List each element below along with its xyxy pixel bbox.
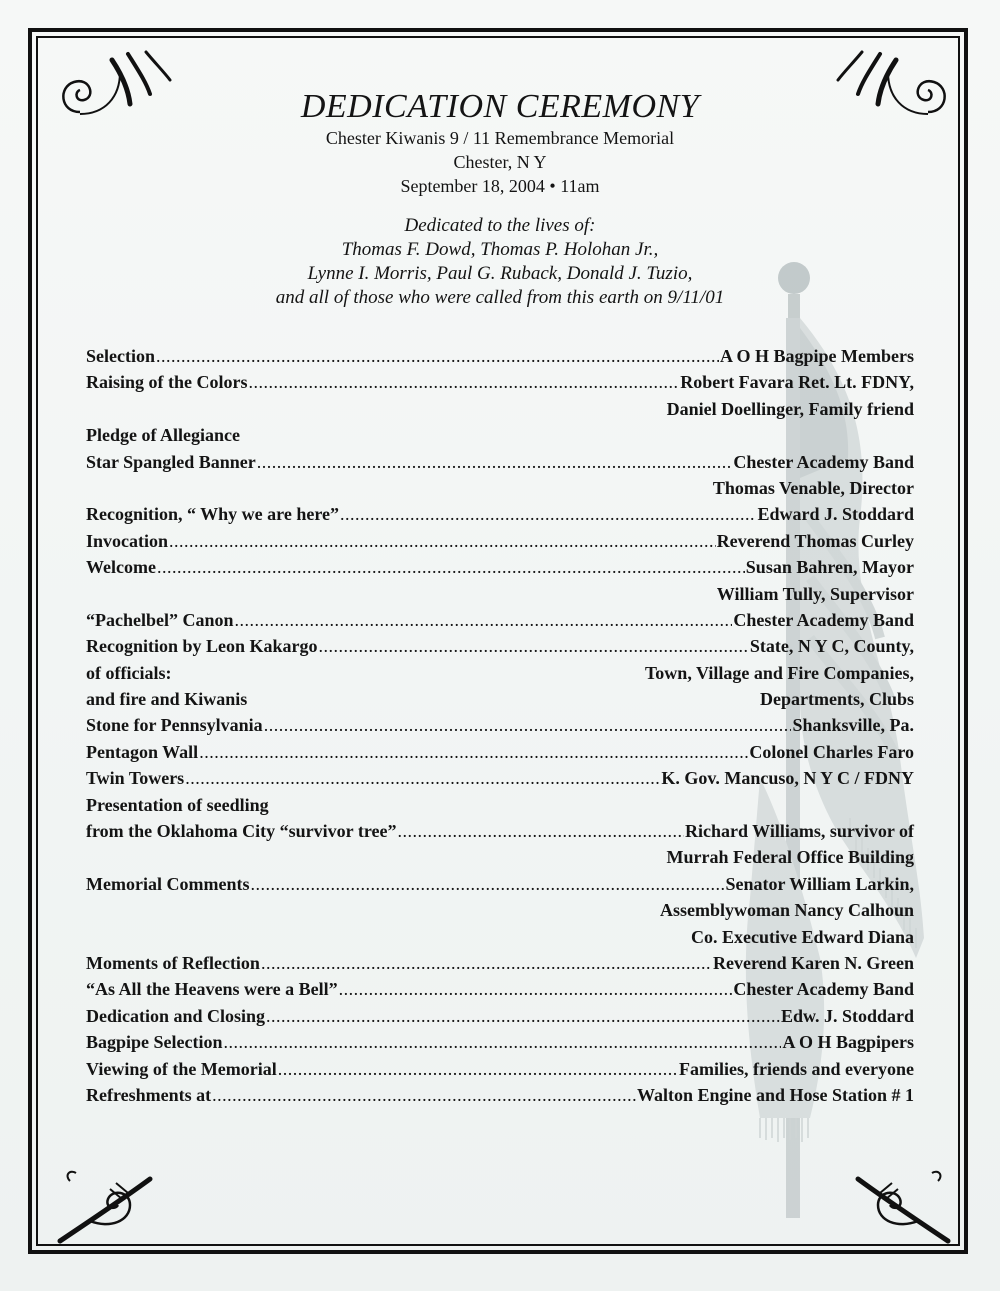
program-item-event: Stone for Pennsylvania: [86, 715, 263, 736]
dot-leader: [157, 557, 745, 578]
program-item: [86, 478, 914, 504]
program-item-presenter: Robert Favara Ret. Lt. FDNY,: [680, 372, 914, 393]
program-item: [86, 557, 914, 583]
program-item-presenter: Reverend Karen N. Green: [713, 952, 914, 973]
program-item-event: Invocation: [86, 530, 169, 551]
program-item: [86, 821, 914, 847]
program-item-event: Moments of Reflection: [86, 952, 260, 973]
date-time: September 18, 2004 • 11am: [400, 176, 600, 196]
program-item: [86, 636, 914, 662]
program-item-presenter: Assemblywoman Nancy Calhoun: [659, 900, 914, 921]
program-item: [86, 927, 914, 953]
program-item-presenter: Departments, Clubs: [759, 689, 914, 710]
program-item-event: Twin Towers: [86, 768, 185, 789]
program-item-event: “As All the Heavens were a Bell”: [86, 979, 338, 1000]
program-item: [86, 504, 914, 530]
dot-leader: [340, 504, 756, 525]
dot-leader: [266, 1006, 780, 1027]
program-item-event: Dedication and Closing: [86, 1005, 266, 1026]
dot-leader: [212, 1085, 636, 1106]
dot-leader: [264, 715, 792, 736]
program-item-presenter: Murrah Federal Office Building: [666, 847, 914, 868]
program-item-presenter: Chester Academy Band: [733, 979, 914, 1000]
program-item-presenter: William Tully, Supervisor: [716, 583, 914, 604]
program-item-presenter: Senator William Larkin,: [725, 873, 914, 894]
program-item-event: Welcome: [86, 557, 156, 578]
program-item-presenter: Thomas Venable, Director: [712, 477, 914, 498]
program-item-presenter: A O H Bagpipe Members: [720, 346, 914, 366]
dot-leader: [339, 979, 733, 1000]
program-item-presenter: Colonel Charles Faro: [749, 741, 914, 762]
program-item: [86, 584, 914, 610]
dot-leader: [278, 1059, 678, 1080]
dedication-line: Dedicated to the lives of:: [404, 215, 596, 236]
program-item-event: Raising of the Colors: [86, 372, 248, 393]
program-item-presenter: K. Gov. Mancuso, N Y C / FDNY: [661, 768, 914, 789]
program-item-event: Memorial Comments: [86, 873, 250, 894]
program-item: [86, 715, 914, 741]
program-item: [86, 452, 914, 478]
program-item: [86, 795, 914, 821]
program-item: [86, 689, 914, 715]
program-item-event: Refreshments at: [86, 1084, 212, 1105]
program-item: [86, 663, 914, 689]
program-item-presenter: Reverend Thomas Curley: [716, 530, 914, 551]
dot-leader: [185, 768, 660, 789]
program-item-presenter: Chester Academy Band: [733, 451, 914, 472]
ceremony-header: [0, 88, 1000, 198]
program-item-presenter: Shanksville, Pa.: [792, 715, 914, 736]
program-item-presenter: Town, Village and Fire Companies,: [644, 662, 914, 683]
dot-leader: [397, 821, 684, 842]
dot-leader: [257, 452, 733, 473]
program-item-event: from the Oklahoma City “survivor tree”: [86, 821, 397, 842]
dot-leader: [224, 1032, 782, 1053]
page-title: DEDICATION CEREMONY: [300, 88, 700, 125]
program-item: [86, 1032, 914, 1058]
program-item-event: Recognition, “ Why we are here”: [86, 504, 339, 525]
dot-leader: [319, 636, 749, 657]
program-item: [86, 742, 914, 768]
program-item-event: Selection: [86, 346, 155, 366]
program-item-presenter: State, N Y C, County,: [749, 636, 914, 657]
program-item-presenter: Daniel Doellinger, Family friend: [666, 398, 914, 419]
program-item: [86, 768, 914, 794]
program-item-presenter: Chester Academy Band: [733, 609, 914, 630]
program-item-event: Pledge of Allegiance: [86, 425, 240, 446]
program-item: [86, 953, 914, 979]
program-list: [86, 346, 914, 1111]
dot-leader: [169, 531, 716, 552]
program-item-event: Bagpipe Selection: [86, 1032, 223, 1053]
program-item-event: of officials:: [86, 662, 172, 683]
program-item: [86, 372, 914, 398]
program-item-presenter: Families, friends and everyone: [679, 1058, 914, 1079]
program-item: [86, 979, 914, 1005]
program-item-event: Pentagon Wall: [86, 741, 199, 762]
dedication-block: [0, 214, 1000, 310]
program-item-presenter: Susan Bahren, Mayor: [745, 557, 914, 578]
program-item: [86, 900, 914, 926]
flourish-ornament-icon: [50, 1161, 190, 1251]
program-item-presenter: Edw. J. Stoddard: [780, 1005, 914, 1026]
location: Chester, N Y: [453, 152, 547, 172]
dedication-line: Lynne I. Morris, Paul G. Ruback, Donald J. Tuzio,: [307, 263, 693, 284]
dot-leader: [249, 372, 680, 393]
dedication-line: Thomas F. Dowd, Thomas P. Holohan Jr.,: [341, 239, 659, 260]
program-item: [86, 425, 914, 451]
dot-leader: [235, 610, 733, 631]
dedication-line: and all of those who were called from this earth on 9/11/01: [275, 287, 725, 308]
program-item-presenter: Co. Executive Edward Diana: [690, 926, 914, 947]
program-item-event: Star Spangled Banner: [86, 451, 256, 472]
program-item: [86, 1006, 914, 1032]
program-item: [86, 1085, 914, 1111]
program-item-event: and fire and Kiwanis: [86, 689, 248, 710]
program-item-event: Viewing of the Memorial: [86, 1058, 277, 1079]
program-item: [86, 399, 914, 425]
program-item-event: Recognition by Leon Kakargo: [86, 636, 318, 657]
program-item: [86, 847, 914, 873]
program-item-event: “Pachelbel” Canon: [86, 609, 234, 630]
program-item-presenter: Edward J. Stoddard: [757, 504, 914, 525]
program-item: [86, 874, 914, 900]
dot-leader: [261, 953, 712, 974]
program-item-presenter: A O H Bagpipers: [782, 1032, 914, 1053]
program-item-presenter: Walton Engine and Hose Station # 1: [636, 1084, 914, 1105]
program-item: [86, 346, 914, 372]
program-item: [86, 531, 914, 557]
program-item-presenter: Richard Williams, survivor of: [684, 821, 914, 842]
program-item: [86, 1059, 914, 1085]
program-item-event: Presentation of seedling: [86, 794, 269, 815]
dot-leader: [156, 346, 719, 367]
dot-leader: [199, 742, 748, 763]
memorial-name: Chester Kiwanis 9 / 11 Remembrance Memorial: [325, 128, 675, 148]
program-item: [86, 610, 914, 636]
dot-leader: [250, 874, 724, 895]
